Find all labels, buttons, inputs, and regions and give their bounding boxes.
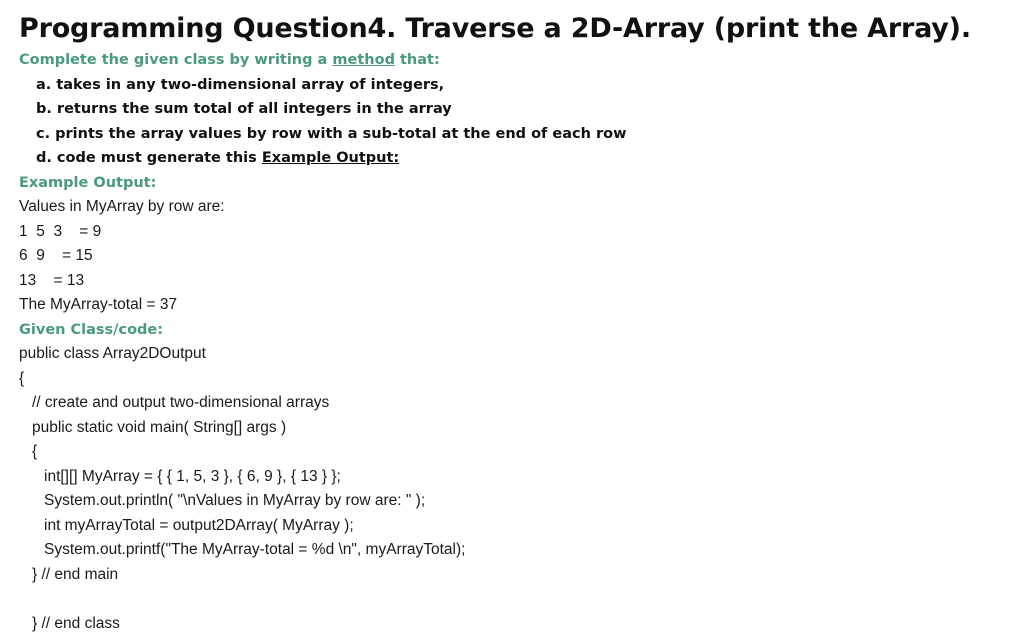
code-line: public class Array2DOutput	[19, 345, 206, 362]
example-output-heading: Example Output:	[19, 174, 157, 191]
code-line: System.out.println( "\nValues in MyArray by row are: " );	[44, 492, 426, 509]
code-block	[19, 342, 1009, 636]
example-output-reference: Example Output:	[261, 150, 400, 166]
example-output-block	[19, 195, 1009, 318]
document-page	[19, 10, 1009, 636]
intro-text-before: Complete the given class by writing a	[19, 52, 333, 68]
page-title: Programming Question4. Traverse a 2D-Array (print the Array).	[19, 13, 971, 44]
requirement-d	[36, 146, 1009, 171]
example-output-line: 6 9 = 15	[19, 247, 93, 264]
method-link[interactable]: method	[332, 52, 395, 68]
example-output-line: 13 = 13	[19, 271, 85, 289]
code-line: int myArrayTotal = output2DArray( MyArray );	[44, 516, 354, 534]
code-line: System.out.printf("The MyArray-total = %d \n", myArrayTotal);	[44, 541, 466, 558]
code-line: public static void main( String[] args )	[32, 418, 287, 436]
code-line: {	[19, 369, 25, 387]
code-line: // create and output two-dimensional arrays	[32, 394, 330, 411]
code-line: {	[32, 443, 38, 460]
instructions-intro	[19, 48, 1009, 73]
requirement-c: c. prints the array values by row with a sub-total at the end of each row	[36, 125, 627, 142]
intro-text-after: that:	[394, 52, 440, 68]
example-output-line: Values in MyArray by row are:	[19, 198, 225, 215]
code-line: } // end main	[32, 565, 119, 583]
requirements-list	[19, 73, 1009, 171]
example-output-line: 1 5 3 = 9	[19, 222, 102, 240]
code-blank-line	[19, 587, 1009, 612]
requirement-d-text: d. code must generate this	[36, 150, 262, 166]
given-code-heading: Given Class/code:	[19, 321, 164, 338]
code-line: int[][] MyArray = { { 1, 5, 3 }, { 6, 9 }, { 13 } };	[44, 467, 341, 485]
code-line: } // end class	[32, 614, 120, 632]
requirement-a: a. takes in any two-dimensional array of integers,	[36, 76, 445, 93]
requirement-b: b. returns the sum total of all integers in the array	[36, 101, 452, 117]
example-output-line: The MyArray-total = 37	[19, 296, 178, 313]
